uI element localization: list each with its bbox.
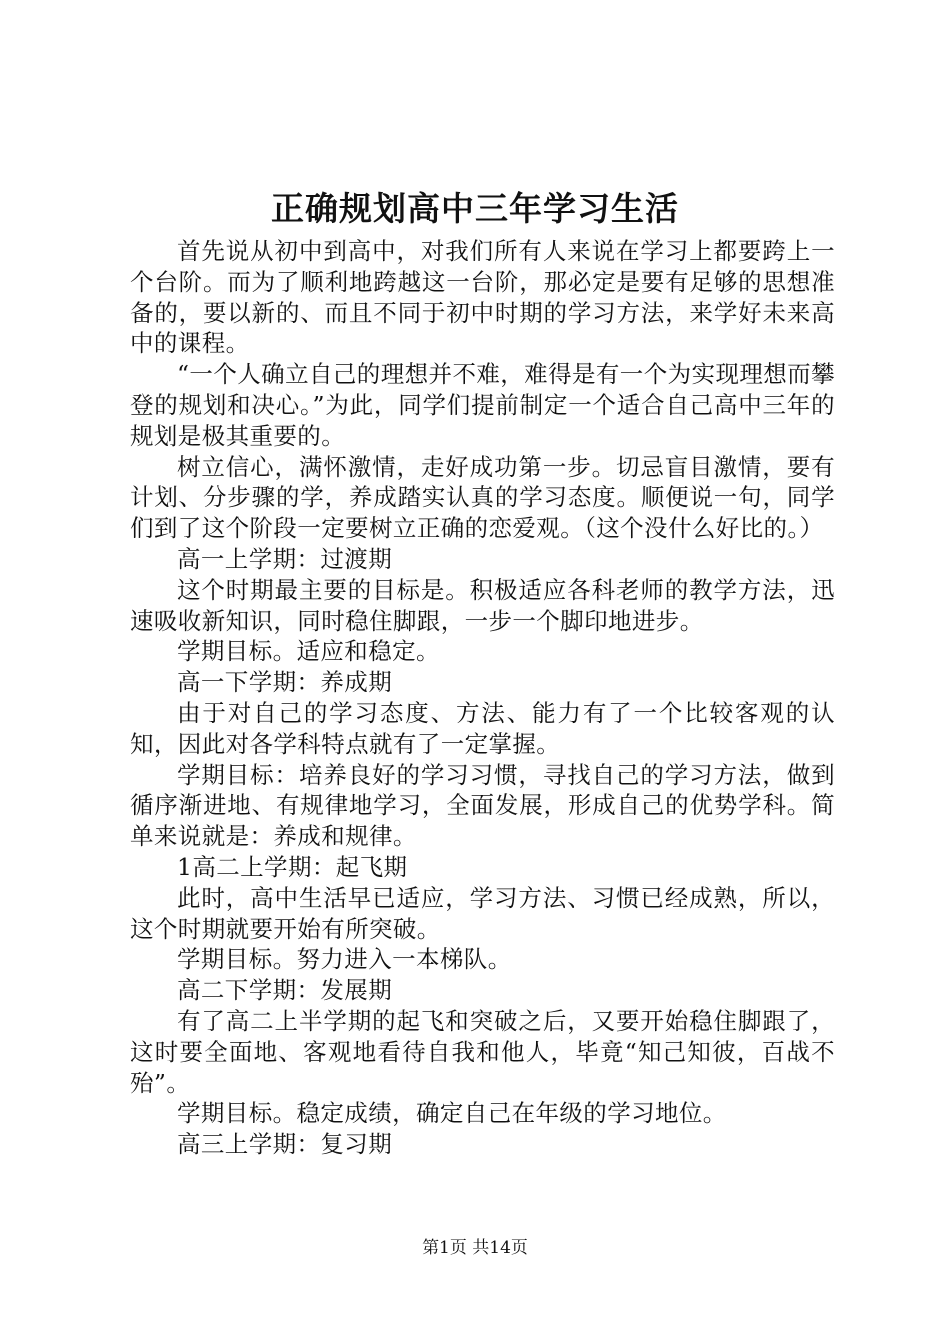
semester-goal: 学期目标。稳定成绩，确定自己在年级的学习地位。	[177, 1099, 727, 1128]
paragraph: 有了高二上半学期的起飞和突破之后，又要开始稳住脚跟了，这时要全面地、客观地看待自我和他人，毕竟“知己知彼，百战不殆”。	[130, 1006, 835, 1097]
document-title: 正确规划高中三年学习生活	[271, 189, 679, 228]
paragraph: 此时，高中生活早已适应，学习方法、习惯已经成熟，所以，这个时期就要开始有所突破。	[130, 883, 835, 943]
section-heading: 高一上学期：过渡期	[177, 544, 393, 573]
semester-goal: 学期目标。努力进入一本梯队。	[177, 945, 512, 974]
paragraph: 树立信心，满怀激情，走好成功第一步。切忌盲目激情，要有计划、分步骤的学，养成踏实认真的学习态度。顺便说一句，同学们到了这个阶段一定要树立正确的恋爱观。（这个没什么好比的。）	[130, 452, 835, 543]
section-heading: 1高二上学期：起飞期	[177, 852, 408, 881]
document-body	[130, 236, 835, 1160]
paragraph: 这个时期最主要的目标是。积极适应各科老师的教学方法，迅速吸收新知识，同时稳住脚跟，一步一个脚印地进步。	[130, 575, 835, 635]
page-number: 第1页	[422, 1238, 467, 1258]
semester-goal: 学期目标：培养良好的学习习惯，寻找自己的学习方法，做到循序渐进地、有规律地学习，全面发展，形成自己的优势学科。简单来说就是：养成和规律。	[130, 760, 835, 851]
semester-goal: 学期目标。适应和稳定。	[177, 637, 440, 666]
paragraph: “一个人确立自己的理想并不难，难得是有一个为实现理想而攀登的规划和决心。”为此，同学们提前制定一个适合自己高中三年的规划是极其重要的。	[130, 360, 835, 450]
section-heading: 高二下学期：发展期	[177, 976, 393, 1005]
page-total: 共14页	[472, 1238, 528, 1258]
paragraph: 首先说从初中到高中，对我们所有人来说在学习上都要跨上一个台阶。而为了顺利地跨越这一台阶，那必定是要有足够的思想准备的，要以新的、而且不同于初中时期的学习方法，来学好未来高中的课程。	[130, 237, 835, 358]
section-heading: 高一下学期：养成期	[177, 668, 393, 697]
page-footer	[0, 1236, 950, 1260]
section-heading: 高三上学期：复习期	[177, 1130, 393, 1159]
paragraph: 由于对自己的学习态度、方法、能力有了一个比较客观的认知，因此对各学科特点就有了一定掌握。	[130, 698, 835, 758]
